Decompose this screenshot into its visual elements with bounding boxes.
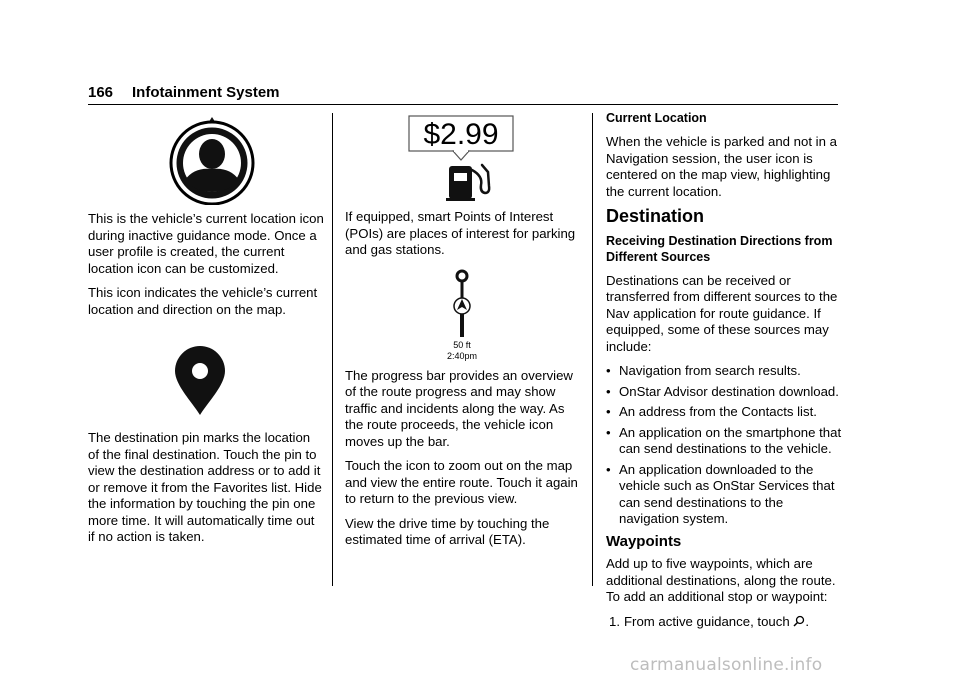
destination-pin-icon <box>88 326 324 426</box>
poi-paragraph: If equipped, smart Points of Interest (POIs) are places of interest for parking and gas stations. <box>345 209 576 257</box>
bullet: • <box>606 424 611 440</box>
watermark: carmanualsonline.info <box>630 655 823 675</box>
current-location-heading: Current Location <box>606 111 707 125</box>
smart-poi-figure <box>345 113 581 203</box>
waypoints-heading: Waypoints <box>606 532 682 550</box>
list-item <box>606 462 842 528</box>
step-number: 1. <box>609 613 620 629</box>
column-right <box>606 110 842 630</box>
list-item-text: OnStar Advisor destination download. <box>619 383 839 399</box>
progress-paragraph: Touch the icon to zoom out on the map and view the entire route. Touch it again to return to the previous view. <box>345 458 578 506</box>
list-item-text: An application downloaded to the vehicle such as OnStar Services that can send destinations to the navigation system. <box>619 461 835 526</box>
progress-bar-figure <box>345 267 581 362</box>
column-divider <box>332 113 333 586</box>
list-item-text: An application on the smartphone that can send destinations to the vehicle. <box>619 424 842 456</box>
destination-pin-figure <box>88 326 324 426</box>
column-middle <box>345 113 581 557</box>
destination-marker-icon <box>457 271 467 281</box>
list-item <box>606 404 842 421</box>
page-number: 166 <box>88 84 114 101</box>
bullet: • <box>606 383 611 399</box>
receiving-paragraph: Destinations can be received or transferred from different sources to the Nav application for route guidance. If equipped, some of these sources may include: <box>606 272 838 354</box>
step-item <box>606 614 842 631</box>
list-item <box>606 425 842 458</box>
bullet: • <box>606 404 611 419</box>
current-location-paragraph: This icon indicates the vehicle’s current location and direction on the map. <box>88 285 318 317</box>
route-progress-bar <box>345 267 581 362</box>
list-item-text: Navigation from search results. <box>619 363 801 378</box>
current-location-user-icon <box>88 113 324 205</box>
progress-paragraph: View the drive time by touching the estimated time of arrival (ETA). <box>345 515 550 547</box>
destination-pin-paragraph: The destination pin marks the location of the final destination. Touch the pin to view the destination address or to add it or remove it from the Favorites list. Hide the information by touching the pin one more time. It will automatically time out if no action is taken. <box>88 430 322 544</box>
progress-distance-label: 50 ft <box>453 339 471 350</box>
smart-poi-icon <box>345 113 581 203</box>
poi-price-label: $2.99 <box>423 118 499 151</box>
column-divider <box>592 113 593 586</box>
steps-list <box>606 614 842 631</box>
progress-eta-label: 2:40pm <box>446 350 478 361</box>
bullet: • <box>606 363 611 378</box>
bullet: • <box>606 461 611 477</box>
gas-pump-icon <box>446 165 489 201</box>
destination-heading: Destination <box>606 206 705 226</box>
section-title: Infotainment System <box>132 84 280 101</box>
progress-paragraph: The progress bar provides an overview of the route progress and may show traffic and incidents along the way. As the route proceeds, the vehicle icon moves up the bar. <box>345 367 573 449</box>
list-item <box>606 384 842 401</box>
page-header <box>88 84 838 105</box>
current-location-paragraph: This is the vehicle’s current location icon during inactive guidance mode. Once a user profile is created, the current location icon can be customized. <box>88 211 324 276</box>
sources-list <box>606 363 842 528</box>
current-location-body: When the vehicle is parked and not in a Navigation session, the user icon is centered on the map view, highlighting the current location. <box>606 134 837 199</box>
waypoints-paragraph: Add up to five waypoints, which are additional destinations, along the route. To add an additional stop or waypoint: <box>606 556 836 604</box>
step-end: . <box>805 613 809 629</box>
column-left <box>88 113 324 554</box>
search-icon <box>793 615 805 627</box>
step-text: From active guidance, touch <box>624 613 794 629</box>
list-item-text: An address from the Contacts list. <box>619 404 817 419</box>
current-location-figure <box>88 113 324 205</box>
list-item <box>606 363 842 380</box>
receiving-subheading: Receiving Destination Directions from Different Sources <box>606 233 833 264</box>
